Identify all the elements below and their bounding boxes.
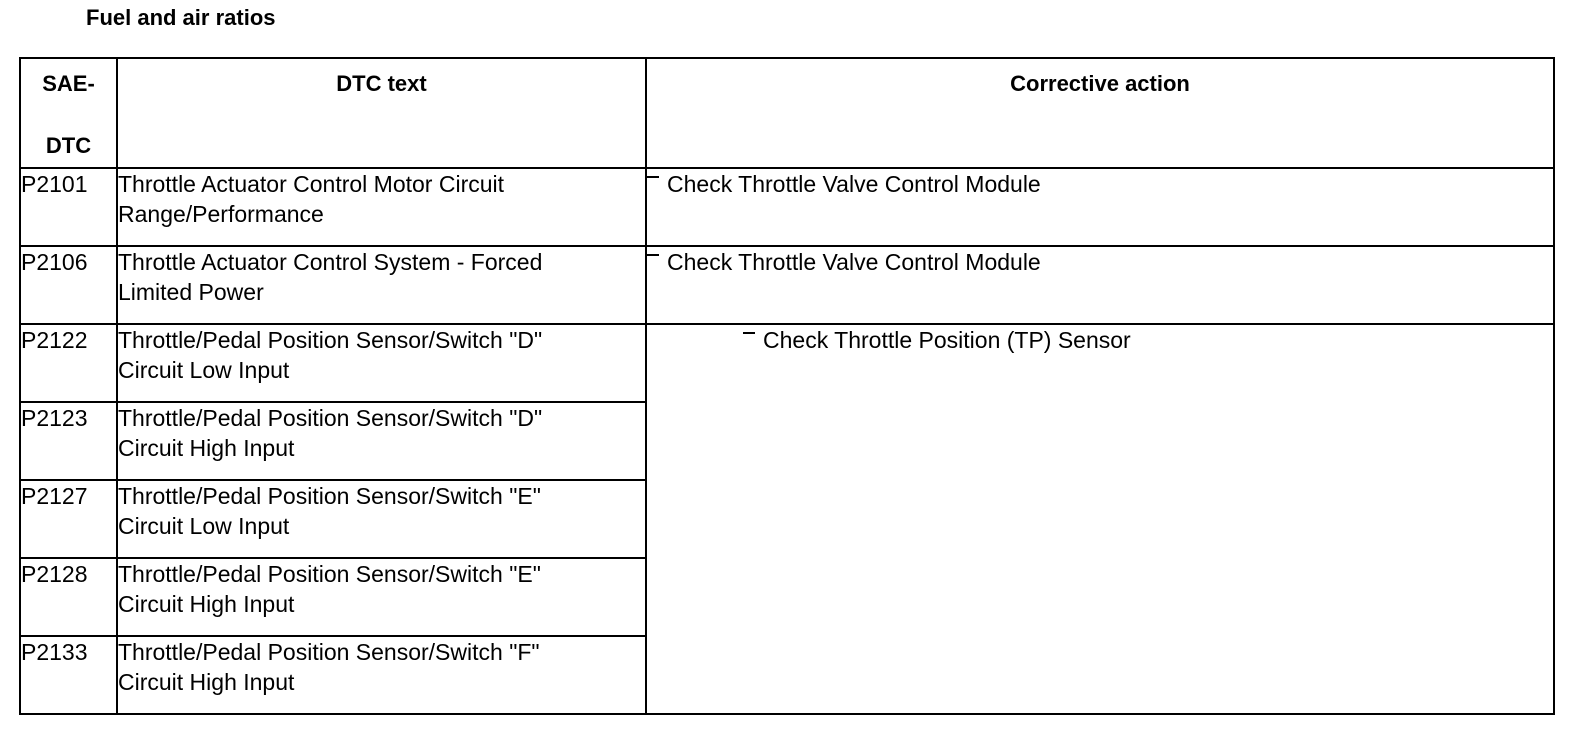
corrective-action: Check Throttle Valve Control Module: [646, 168, 1554, 246]
table-row: [20, 168, 1554, 246]
dash-bullet: [743, 332, 755, 334]
dtc-code: P2133: [20, 636, 117, 714]
dtc-code: P2122: [20, 324, 117, 402]
table-row: [20, 324, 1554, 402]
dtc-text: Throttle Actuator Control System - Forced Limited Power: [117, 246, 646, 324]
header-sae-dtc-line2: DTC: [45, 133, 92, 158]
dash-bullet: [647, 254, 659, 256]
header-sae-dtc: [20, 58, 117, 168]
dtc-text: Throttle Actuator Control Motor Circuit Range/Performance: [117, 168, 646, 246]
dtc-code: P2127: [20, 480, 117, 558]
dtc-code: P2128: [20, 558, 117, 636]
corrective-action: Check Throttle Valve Control Module: [646, 246, 1554, 324]
table-header-row: [20, 58, 1554, 168]
dtc-text: Throttle/Pedal Position Sensor/Switch "D" Circuit High Input: [117, 402, 646, 480]
dtc-table: [19, 57, 1555, 715]
table-row: [20, 246, 1554, 324]
dtc-text: Throttle/Pedal Position Sensor/Switch "E" Circuit High Input: [117, 558, 646, 636]
dtc-code: P2101: [20, 168, 117, 246]
dtc-code: P2106: [20, 246, 117, 324]
header-sae-dtc-line1: SAE-: [42, 71, 95, 96]
page-title: Fuel and air ratios: [86, 5, 276, 30]
dtc-text: Throttle/Pedal Position Sensor/Switch "F" Circuit High Input: [117, 636, 646, 714]
dtc-text: Throttle/Pedal Position Sensor/Switch "E" Circuit Low Input: [117, 480, 646, 558]
header-corrective-action: Corrective action: [646, 58, 1554, 168]
dtc-text: Throttle/Pedal Position Sensor/Switch "D" Circuit Low Input: [117, 324, 646, 402]
dash-bullet: [647, 176, 659, 178]
header-dtc-text: DTC text: [117, 58, 646, 168]
dtc-code: P2123: [20, 402, 117, 480]
corrective-action-merged: Check Throttle Position (TP) Sensor: [646, 324, 1554, 714]
